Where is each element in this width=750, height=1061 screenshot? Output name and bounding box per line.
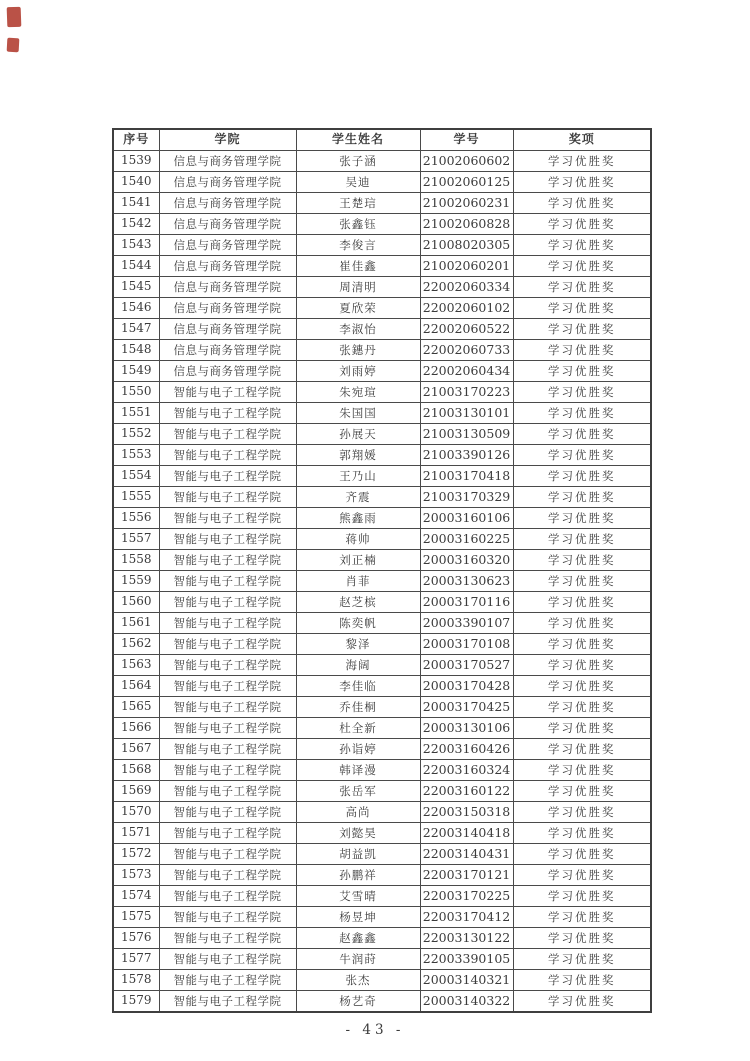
cell-student-id: 20003170428 — [420, 676, 513, 697]
cell-student-name: 郭翔媛 — [296, 445, 420, 466]
cell-seq: 1539 — [113, 151, 159, 172]
cell-award: 学习优胜奖 — [513, 907, 651, 928]
cell-award: 学习优胜奖 — [513, 571, 651, 592]
cell-student-id: 21003170418 — [420, 466, 513, 487]
cell-award: 学习优胜奖 — [513, 844, 651, 865]
cell-college: 智能与电子工程学院 — [159, 928, 296, 949]
cell-student-name: 崔佳鑫 — [296, 256, 420, 277]
cell-student-id: 21002060201 — [420, 256, 513, 277]
cell-seq: 1556 — [113, 508, 159, 529]
table-row — [113, 970, 651, 991]
cell-student-id: 20003130106 — [420, 718, 513, 739]
cell-seq: 1544 — [113, 256, 159, 277]
cell-student-id: 22003150318 — [420, 802, 513, 823]
table-row — [113, 886, 651, 907]
cell-college: 智能与电子工程学院 — [159, 487, 296, 508]
cell-student-id: 22003170225 — [420, 886, 513, 907]
cell-award: 学习优胜奖 — [513, 445, 651, 466]
cell-seq: 1542 — [113, 214, 159, 235]
cell-student-name: 杨昱坤 — [296, 907, 420, 928]
cell-college: 智能与电子工程学院 — [159, 907, 296, 928]
table-row — [113, 634, 651, 655]
cell-college: 信息与商务管理学院 — [159, 277, 296, 298]
cell-seq: 1540 — [113, 172, 159, 193]
cell-student-name: 蒋帅 — [296, 529, 420, 550]
table-row — [113, 739, 651, 760]
cell-student-id: 22003170412 — [420, 907, 513, 928]
table-row — [113, 361, 651, 382]
cell-student-id: 22003160122 — [420, 781, 513, 802]
cell-seq: 1547 — [113, 319, 159, 340]
table-row — [113, 235, 651, 256]
page-number: - 43 - — [345, 1022, 405, 1038]
cell-college: 智能与电子工程学院 — [159, 571, 296, 592]
cell-student-name: 黎泽 — [296, 634, 420, 655]
cell-award: 学习优胜奖 — [513, 802, 651, 823]
cell-student-name: 朱国国 — [296, 403, 420, 424]
table-row — [113, 991, 651, 1013]
cell-student-id: 21002060231 — [420, 193, 513, 214]
cell-college: 智能与电子工程学院 — [159, 550, 296, 571]
cell-college: 智能与电子工程学院 — [159, 697, 296, 718]
table-row — [113, 403, 651, 424]
table-row — [113, 592, 651, 613]
cell-college: 智能与电子工程学院 — [159, 382, 296, 403]
cell-student-id: 20003170108 — [420, 634, 513, 655]
cell-award: 学习优胜奖 — [513, 949, 651, 970]
cell-award: 学习优胜奖 — [513, 781, 651, 802]
cell-award: 学习优胜奖 — [513, 382, 651, 403]
table-row — [113, 529, 651, 550]
cell-seq: 1554 — [113, 466, 159, 487]
cell-student-name: 朱宛瑄 — [296, 382, 420, 403]
cell-student-id: 22003140418 — [420, 823, 513, 844]
cell-seq: 1551 — [113, 403, 159, 424]
cell-award: 学习优胜奖 — [513, 424, 651, 445]
table-row — [113, 445, 651, 466]
cell-award: 学习优胜奖 — [513, 739, 651, 760]
table-row — [113, 865, 651, 886]
cell-student-id: 21003130509 — [420, 424, 513, 445]
cell-college: 信息与商务管理学院 — [159, 256, 296, 277]
cell-student-name: 陈奕帆 — [296, 613, 420, 634]
cell-seq: 1565 — [113, 697, 159, 718]
cell-college: 智能与电子工程学院 — [159, 592, 296, 613]
cell-student-id: 21003130101 — [420, 403, 513, 424]
cell-student-id: 22002060434 — [420, 361, 513, 382]
cell-college: 智能与电子工程学院 — [159, 739, 296, 760]
cell-college: 信息与商务管理学院 — [159, 298, 296, 319]
cell-student-name: 胡益凯 — [296, 844, 420, 865]
cell-award: 学习优胜奖 — [513, 214, 651, 235]
cell-college: 智能与电子工程学院 — [159, 445, 296, 466]
cell-award: 学习优胜奖 — [513, 991, 651, 1013]
cell-seq: 1541 — [113, 193, 159, 214]
cell-student-name: 赵鑫鑫 — [296, 928, 420, 949]
cell-award: 学习优胜奖 — [513, 928, 651, 949]
cell-student-id: 22003160426 — [420, 739, 513, 760]
cell-college: 信息与商务管理学院 — [159, 361, 296, 382]
table-row — [113, 487, 651, 508]
cell-college: 信息与商务管理学院 — [159, 340, 296, 361]
cell-seq: 1571 — [113, 823, 159, 844]
cell-award: 学习优胜奖 — [513, 340, 651, 361]
cell-award: 学习优胜奖 — [513, 172, 651, 193]
cell-seq: 1545 — [113, 277, 159, 298]
cell-award: 学习优胜奖 — [513, 298, 651, 319]
cell-award: 学习优胜奖 — [513, 193, 651, 214]
cell-award: 学习优胜奖 — [513, 466, 651, 487]
column-header-seq: 序号 — [113, 129, 159, 151]
cell-student-id: 20003170425 — [420, 697, 513, 718]
cell-seq: 1555 — [113, 487, 159, 508]
cell-seq: 1558 — [113, 550, 159, 571]
table-row — [113, 844, 651, 865]
cell-seq: 1567 — [113, 739, 159, 760]
cell-student-id: 22003390105 — [420, 949, 513, 970]
cell-college: 信息与商务管理学院 — [159, 193, 296, 214]
table-row — [113, 760, 651, 781]
cell-seq: 1572 — [113, 844, 159, 865]
cell-student-name: 孙鹏祥 — [296, 865, 420, 886]
column-header-student-name: 学生姓名 — [296, 129, 420, 151]
award-table — [112, 128, 652, 1013]
cell-student-name: 王楚琂 — [296, 193, 420, 214]
cell-student-name: 杨艺奇 — [296, 991, 420, 1013]
cell-college: 智能与电子工程学院 — [159, 676, 296, 697]
cell-student-name: 肖菲 — [296, 571, 420, 592]
cell-student-name: 高尚 — [296, 802, 420, 823]
cell-seq: 1574 — [113, 886, 159, 907]
cell-student-name: 孙诣婷 — [296, 739, 420, 760]
cell-award: 学习优胜奖 — [513, 151, 651, 172]
cell-award: 学习优胜奖 — [513, 508, 651, 529]
cell-seq: 1579 — [113, 991, 159, 1013]
cell-student-name: 杜全新 — [296, 718, 420, 739]
cell-student-name: 孙展天 — [296, 424, 420, 445]
red-stamp-fragment — [7, 38, 20, 53]
cell-seq: 1573 — [113, 865, 159, 886]
table-row — [113, 571, 651, 592]
table-row — [113, 718, 651, 739]
cell-seq: 1569 — [113, 781, 159, 802]
table-row — [113, 613, 651, 634]
cell-student-name: 张鑫钰 — [296, 214, 420, 235]
table-row — [113, 193, 651, 214]
cell-student-id: 21002060125 — [420, 172, 513, 193]
cell-award: 学习优胜奖 — [513, 823, 651, 844]
table-row — [113, 928, 651, 949]
cell-college: 信息与商务管理学院 — [159, 172, 296, 193]
table-row — [113, 508, 651, 529]
cell-student-name: 王乃山 — [296, 466, 420, 487]
table-row — [113, 655, 651, 676]
cell-award: 学习优胜奖 — [513, 277, 651, 298]
cell-award: 学习优胜奖 — [513, 592, 651, 613]
table-row — [113, 256, 651, 277]
cell-award: 学习优胜奖 — [513, 403, 651, 424]
cell-college: 信息与商务管理学院 — [159, 214, 296, 235]
cell-student-id: 22003160324 — [420, 760, 513, 781]
table-row — [113, 676, 651, 697]
cell-college: 智能与电子工程学院 — [159, 466, 296, 487]
cell-college: 智能与电子工程学院 — [159, 634, 296, 655]
cell-college: 智能与电子工程学院 — [159, 613, 296, 634]
cell-seq: 1575 — [113, 907, 159, 928]
table-row — [113, 277, 651, 298]
cell-student-name: 吴迪 — [296, 172, 420, 193]
cell-student-id: 22002060334 — [420, 277, 513, 298]
cell-student-id: 22003130122 — [420, 928, 513, 949]
cell-college: 智能与电子工程学院 — [159, 760, 296, 781]
cell-award: 学习优胜奖 — [513, 760, 651, 781]
cell-student-id: 20003170527 — [420, 655, 513, 676]
table-header-row — [113, 129, 651, 151]
cell-student-name: 李俊言 — [296, 235, 420, 256]
cell-student-name: 张子涵 — [296, 151, 420, 172]
cell-award: 学习优胜奖 — [513, 529, 651, 550]
table-row — [113, 823, 651, 844]
cell-college: 智能与电子工程学院 — [159, 655, 296, 676]
cell-seq: 1561 — [113, 613, 159, 634]
cell-student-id: 20003170116 — [420, 592, 513, 613]
cell-seq: 1546 — [113, 298, 159, 319]
cell-student-id: 21008020305 — [420, 235, 513, 256]
cell-student-id: 21002060828 — [420, 214, 513, 235]
cell-award: 学习优胜奖 — [513, 655, 651, 676]
cell-college: 智能与电子工程学院 — [159, 424, 296, 445]
cell-college: 信息与商务管理学院 — [159, 235, 296, 256]
table-row — [113, 802, 651, 823]
cell-student-name: 海阔 — [296, 655, 420, 676]
cell-student-id: 21003170223 — [420, 382, 513, 403]
table-row — [113, 949, 651, 970]
table-row — [113, 697, 651, 718]
cell-seq: 1568 — [113, 760, 159, 781]
cell-student-id: 20003130623 — [420, 571, 513, 592]
cell-student-id: 21003170329 — [420, 487, 513, 508]
cell-seq: 1559 — [113, 571, 159, 592]
cell-student-id: 20003140322 — [420, 991, 513, 1013]
table-row — [113, 781, 651, 802]
cell-student-name: 韩译漫 — [296, 760, 420, 781]
cell-college: 智能与电子工程学院 — [159, 823, 296, 844]
table-row — [113, 424, 651, 445]
table-row — [113, 382, 651, 403]
cell-seq: 1549 — [113, 361, 159, 382]
cell-student-id: 21003390126 — [420, 445, 513, 466]
cell-seq: 1566 — [113, 718, 159, 739]
cell-student-id: 21002060602 — [420, 151, 513, 172]
cell-award: 学习优胜奖 — [513, 634, 651, 655]
cell-student-name: 牛润莳 — [296, 949, 420, 970]
cell-award: 学习优胜奖 — [513, 613, 651, 634]
table-row — [113, 298, 651, 319]
cell-award: 学习优胜奖 — [513, 865, 651, 886]
cell-award: 学习优胜奖 — [513, 970, 651, 991]
cell-college: 智能与电子工程学院 — [159, 970, 296, 991]
cell-student-name: 张岳军 — [296, 781, 420, 802]
cell-college: 智能与电子工程学院 — [159, 403, 296, 424]
table-body — [113, 151, 651, 1013]
cell-student-name: 李淑怡 — [296, 319, 420, 340]
cell-award: 学习优胜奖 — [513, 886, 651, 907]
table-row — [113, 550, 651, 571]
cell-student-id: 22003170121 — [420, 865, 513, 886]
cell-student-id: 20003140321 — [420, 970, 513, 991]
cell-award: 学习优胜奖 — [513, 319, 651, 340]
table-row — [113, 466, 651, 487]
cell-college: 信息与商务管理学院 — [159, 151, 296, 172]
cell-college: 信息与商务管理学院 — [159, 319, 296, 340]
cell-student-name: 张鏸丹 — [296, 340, 420, 361]
cell-seq: 1562 — [113, 634, 159, 655]
table-row — [113, 172, 651, 193]
cell-student-name: 齐震 — [296, 487, 420, 508]
cell-student-name: 赵芝槟 — [296, 592, 420, 613]
cell-college: 智能与电子工程学院 — [159, 865, 296, 886]
cell-seq: 1543 — [113, 235, 159, 256]
cell-seq: 1552 — [113, 424, 159, 445]
cell-award: 学习优胜奖 — [513, 550, 651, 571]
column-header-award: 奖项 — [513, 129, 651, 151]
cell-seq: 1578 — [113, 970, 159, 991]
cell-college: 智能与电子工程学院 — [159, 529, 296, 550]
table-row — [113, 907, 651, 928]
cell-award: 学习优胜奖 — [513, 361, 651, 382]
cell-college: 智能与电子工程学院 — [159, 508, 296, 529]
cell-seq: 1564 — [113, 676, 159, 697]
cell-college: 智能与电子工程学院 — [159, 844, 296, 865]
cell-student-id: 22002060733 — [420, 340, 513, 361]
column-header-college: 学院 — [159, 129, 296, 151]
cell-student-id: 22002060522 — [420, 319, 513, 340]
red-stamp-fragment — [7, 7, 22, 27]
table-row — [113, 340, 651, 361]
cell-seq: 1577 — [113, 949, 159, 970]
cell-seq: 1563 — [113, 655, 159, 676]
cell-award: 学习优胜奖 — [513, 697, 651, 718]
cell-college: 智能与电子工程学院 — [159, 802, 296, 823]
cell-college: 智能与电子工程学院 — [159, 949, 296, 970]
cell-award: 学习优胜奖 — [513, 256, 651, 277]
column-header-student-id: 学号 — [420, 129, 513, 151]
cell-award: 学习优胜奖 — [513, 487, 651, 508]
cell-seq: 1570 — [113, 802, 159, 823]
cell-college: 智能与电子工程学院 — [159, 718, 296, 739]
cell-student-name: 熊鑫雨 — [296, 508, 420, 529]
cell-seq: 1553 — [113, 445, 159, 466]
cell-student-id: 22003140431 — [420, 844, 513, 865]
cell-student-name: 刘正楠 — [296, 550, 420, 571]
cell-college: 智能与电子工程学院 — [159, 781, 296, 802]
table-row — [113, 319, 651, 340]
cell-student-name: 艾雪晴 — [296, 886, 420, 907]
cell-student-name: 夏欣荣 — [296, 298, 420, 319]
cell-seq: 1576 — [113, 928, 159, 949]
cell-student-id: 20003160320 — [420, 550, 513, 571]
cell-seq: 1560 — [113, 592, 159, 613]
cell-seq: 1548 — [113, 340, 159, 361]
cell-student-name: 刘懿昊 — [296, 823, 420, 844]
cell-student-name: 乔佳桐 — [296, 697, 420, 718]
cell-seq: 1557 — [113, 529, 159, 550]
cell-award: 学习优胜奖 — [513, 676, 651, 697]
cell-student-id: 22002060102 — [420, 298, 513, 319]
cell-student-name: 刘雨婷 — [296, 361, 420, 382]
cell-seq: 1550 — [113, 382, 159, 403]
cell-college: 智能与电子工程学院 — [159, 991, 296, 1013]
cell-student-name: 李佳临 — [296, 676, 420, 697]
table-row — [113, 151, 651, 172]
cell-student-name: 张杰 — [296, 970, 420, 991]
cell-student-id: 20003160225 — [420, 529, 513, 550]
cell-award: 学习优胜奖 — [513, 235, 651, 256]
table-row — [113, 214, 651, 235]
cell-award: 学习优胜奖 — [513, 718, 651, 739]
cell-college: 智能与电子工程学院 — [159, 886, 296, 907]
cell-student-name: 周清明 — [296, 277, 420, 298]
cell-student-id: 20003390107 — [420, 613, 513, 634]
cell-student-id: 20003160106 — [420, 508, 513, 529]
